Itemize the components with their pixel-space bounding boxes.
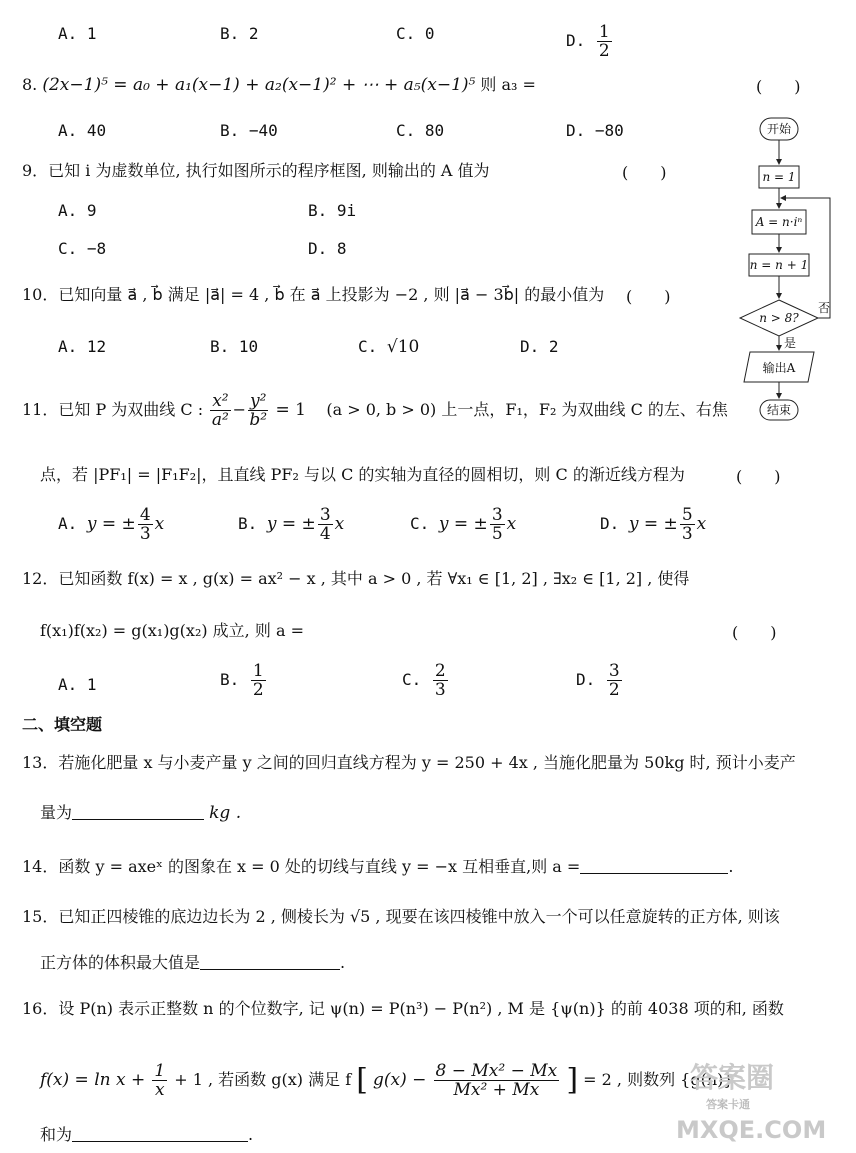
q15-period: . xyxy=(340,953,346,972)
flow-start-text: 开始 xyxy=(766,122,792,136)
q11-frac-x xyxy=(210,392,230,429)
q13-line2-a: 量为 xyxy=(40,803,73,822)
q11-c-num: 3 xyxy=(491,505,503,525)
q11-d-post: x xyxy=(696,514,707,534)
q9-answer-paren: ( ) xyxy=(622,163,667,182)
flow-yes-label: 是 xyxy=(783,336,797,350)
q7-option-d-label: D. xyxy=(566,31,586,50)
q12-b-den: 2 xyxy=(252,680,264,700)
q11-b2: b² xyxy=(249,410,268,430)
q12-option-a: A. 1 xyxy=(58,675,97,694)
q16-left-bracket: [ xyxy=(356,1062,368,1098)
flow-init-text: n = 1 xyxy=(762,170,796,184)
q12-b-frac xyxy=(251,662,266,699)
q11-option-b xyxy=(238,506,344,543)
q11-b-den: 4 xyxy=(319,524,331,544)
q8-tail: 则 a₃ = xyxy=(480,75,536,94)
q11-a2: a² xyxy=(211,410,229,430)
q16-f-frac xyxy=(152,1062,167,1099)
q16-right-bracket: ] xyxy=(566,1062,579,1098)
flow-output-text: 输出A xyxy=(762,361,796,375)
q11-equals: = 1 xyxy=(275,400,306,420)
q11-c-frac xyxy=(490,506,505,543)
q11-y2: y² xyxy=(250,391,267,411)
q11-b-frac xyxy=(318,506,333,543)
q11-c-label: C. xyxy=(410,514,430,533)
q11-a-num: 4 xyxy=(139,505,151,525)
q16-line3-a: 和为 xyxy=(40,1125,73,1144)
q11-option-c xyxy=(410,506,516,543)
q11-lead: 11．已知 P 为双曲线 C : xyxy=(22,400,204,419)
watermark-logo: 答案圈 xyxy=(690,1061,775,1094)
q16-stem-line1: 16．设 P(n) 表示正整数 n 的个位数字, 记 ψ(n) = P(n³) − P(n²) , M 是 {ψ(n)} 的前 4038 项的和, 函数 xyxy=(22,999,784,1018)
q13-stem-line2 xyxy=(40,802,241,824)
q13-stem-line1: 13．若施化肥量 x 与小麦产量 y 之间的回归直线方程为 y = 250 + 4x , 当施化肥量为 50kg 时, 预计小麦产 xyxy=(22,753,796,772)
q12-c-frac xyxy=(433,662,448,699)
q8-answer-paren: ( ) xyxy=(756,77,801,96)
q11-stem-line2: 点，若 |PF₁| = |F₁F₂|，且直线 PF₂ 与以 C 的实轴为直径的圆相切，则 C 的渐近线方程为 xyxy=(40,465,685,484)
watermark-site: MXQE.COM xyxy=(676,1116,827,1144)
q10-option-c xyxy=(358,336,419,358)
q14-stem xyxy=(22,856,733,878)
q11-answer-paren: ( ) xyxy=(736,467,781,486)
q11-condition: (a > 0, b > 0) 上一点，F₁，F₂ 为双曲线 C 的左、右焦 xyxy=(326,400,728,419)
q8-option-d: D. −80 xyxy=(566,121,624,140)
q11-stem-line1: 11．已知 P 为双曲线 C : $\frac{\text{x²}}{\text{a²}}$ − $\frac{\text{y²}}{\text{b²}}$ = 1 (a > 0, b > 0) 上一点，F₁，F₂ 为双曲线 C 的左、右焦 xyxy=(22,391,728,430)
q8-option-c: C. 80 xyxy=(396,121,445,140)
q9-option-c: C. −8 xyxy=(58,239,107,258)
q16-f-den: x xyxy=(154,1080,165,1100)
q11-d-label: D. xyxy=(600,514,620,533)
q12-b-label: B. xyxy=(220,670,240,689)
q7-d-denominator: 2 xyxy=(598,41,610,61)
q9-stem: 9．已知 i 为虚数单位, 执行如图所示的程序框图, 则输出的 A 值为 xyxy=(22,161,490,180)
q7-option-d-fraction xyxy=(597,23,612,60)
q11-a-post: x xyxy=(154,514,165,534)
q12-answer-paren: ( ) xyxy=(732,623,777,642)
q16-g-frac xyxy=(434,1062,560,1099)
flow-end-text: 结束 xyxy=(766,403,792,417)
flow-incr-text: n = n + 1 xyxy=(749,258,809,272)
q9-option-d: D. 8 xyxy=(308,239,347,258)
q11-c-den: 5 xyxy=(491,524,503,544)
q9-option-a: A. 9 xyxy=(58,201,97,220)
q12-option-b xyxy=(220,662,268,699)
q15-stem-line1: 15．已知正四棱锥的底边边长为 2 , 侧棱长为 √5 , 现要在该四棱锥中放入一个可以任意旋转的正方体, 则该 xyxy=(22,907,780,926)
q8-option-a: A. 40 xyxy=(58,121,107,140)
q12-d-den: 2 xyxy=(608,680,620,700)
q12-d-num: 3 xyxy=(608,661,620,681)
q15-stem-line2 xyxy=(40,952,345,974)
watermark-small-text: 答案卡通 xyxy=(706,1098,750,1111)
flow-cond-text: n > 8? xyxy=(759,311,799,325)
q11-a-pre: y = ± xyxy=(86,514,136,534)
q13-line2-b: kg . xyxy=(209,803,242,823)
q7-option-a: A. 1 xyxy=(58,24,97,43)
q12-d-label: D. xyxy=(576,670,596,689)
q11-d-num: 5 xyxy=(681,505,693,525)
q11-d-frac xyxy=(680,506,695,543)
flow-assign-text: A = n·iⁿ xyxy=(755,215,803,229)
q15-line2-a: 正方体的体积最大值是 xyxy=(40,953,201,972)
q10-option-d: D. 2 xyxy=(520,337,559,356)
q7-d-numerator: 1 xyxy=(598,22,610,42)
q11-a-label: A. xyxy=(58,514,78,533)
q10-answer-paren: ( ) xyxy=(626,287,671,306)
q14-period: . xyxy=(728,857,734,876)
q16-g-num: 8 − Mx² − Mx xyxy=(435,1061,558,1081)
q7-option-c: C. 0 xyxy=(396,24,435,43)
q13-answer-blank[interactable] xyxy=(72,803,204,820)
q11-b-label: B. xyxy=(238,514,258,533)
q11-c-post: x xyxy=(506,514,517,534)
q12-d-frac xyxy=(607,662,622,699)
q11-frac-y xyxy=(248,392,268,429)
q11-b-post: x xyxy=(334,514,345,534)
q16-stem-line3 xyxy=(40,1124,253,1146)
q16-g-pre: g(x) − xyxy=(373,1070,427,1090)
q10-option-c-value: √10 xyxy=(386,337,420,357)
q10-option-b: B. 10 xyxy=(210,337,259,356)
q12-option-c xyxy=(402,662,450,699)
flow-no-label: 否 xyxy=(817,301,831,315)
q12-option-d xyxy=(576,662,624,699)
q9-option-b: B. 9i xyxy=(308,201,357,220)
q16-line2-tail: = 2 , 则数列 {g(n)} xyxy=(583,1070,734,1089)
q10-stem: 10．已知向量 a⃗ , b⃗ 满足 |a⃗| = 4 , b⃗ 在 a⃗ 上投影为 −2 , 则 |a⃗ − 3b⃗| 的最小值为 xyxy=(22,285,605,304)
q11-option-d xyxy=(600,506,706,543)
q16-period: . xyxy=(248,1125,254,1144)
q11-a-den: 3 xyxy=(139,524,151,544)
q11-d-den: 3 xyxy=(681,524,693,544)
q11-a-frac xyxy=(138,506,153,543)
q12-c-den: 3 xyxy=(434,680,446,700)
q11-c-pre: y = ± xyxy=(438,514,488,534)
q16-g-den: Mx² + Mx xyxy=(453,1080,540,1100)
q12-stem-line1: 12．已知函数 f(x) = x , g(x) = ax² − x , 其中 a > 0 , 若 ∀x₁ ∈ [1, 2] , ∃x₂ ∈ [1, 2] , 使得 xyxy=(22,569,690,588)
q16-stem-line2 xyxy=(40,1062,734,1099)
q8-stem xyxy=(22,74,536,96)
q16-answer-blank[interactable] xyxy=(72,1125,248,1142)
q12-b-num: 1 xyxy=(252,661,264,681)
q10-option-a: A. 12 xyxy=(58,337,107,356)
section-fill-in-blank-title: 二、填空题 xyxy=(22,715,103,734)
q7-option-b: B. 2 xyxy=(220,24,259,43)
q8-number: 8. xyxy=(22,75,38,94)
q16-line2-mid: + 1 , 若函数 g(x) 满足 f xyxy=(174,1070,352,1089)
q14-answer-blank[interactable] xyxy=(580,857,728,874)
q12-c-num: 2 xyxy=(434,661,446,681)
q10-option-c-label: C. xyxy=(358,337,378,356)
q16-f-def: f(x) = ln x + xyxy=(40,1070,146,1090)
q7-option-d xyxy=(566,23,614,60)
q12-c-label: C. xyxy=(402,670,422,689)
program-flowchart xyxy=(738,112,838,422)
q16-f-num: 1 xyxy=(154,1061,166,1081)
q11-option-a xyxy=(58,506,164,543)
q14-text: 14．函数 y = axeˣ 的图象在 x = 0 处的切线与直线 y = −x 互相垂直,则 a = xyxy=(22,857,581,876)
q15-answer-blank[interactable] xyxy=(200,953,340,970)
q12-stem-line2: f(x₁)f(x₂) = g(x₁)g(x₂) 成立, 则 a = xyxy=(40,621,304,640)
q11-b-num: 3 xyxy=(319,505,331,525)
q11-b-pre: y = ± xyxy=(266,514,316,534)
q11-x2: x² xyxy=(212,391,229,411)
q11-d-pre: y = ± xyxy=(628,514,678,534)
q8-option-b: B. −40 xyxy=(220,121,278,140)
q8-expression: (2x−1)⁵ = a₀ + a₁(x−1) + a₂(x−1)² + ⋯ + a₅(x−1)⁵ xyxy=(42,75,476,95)
